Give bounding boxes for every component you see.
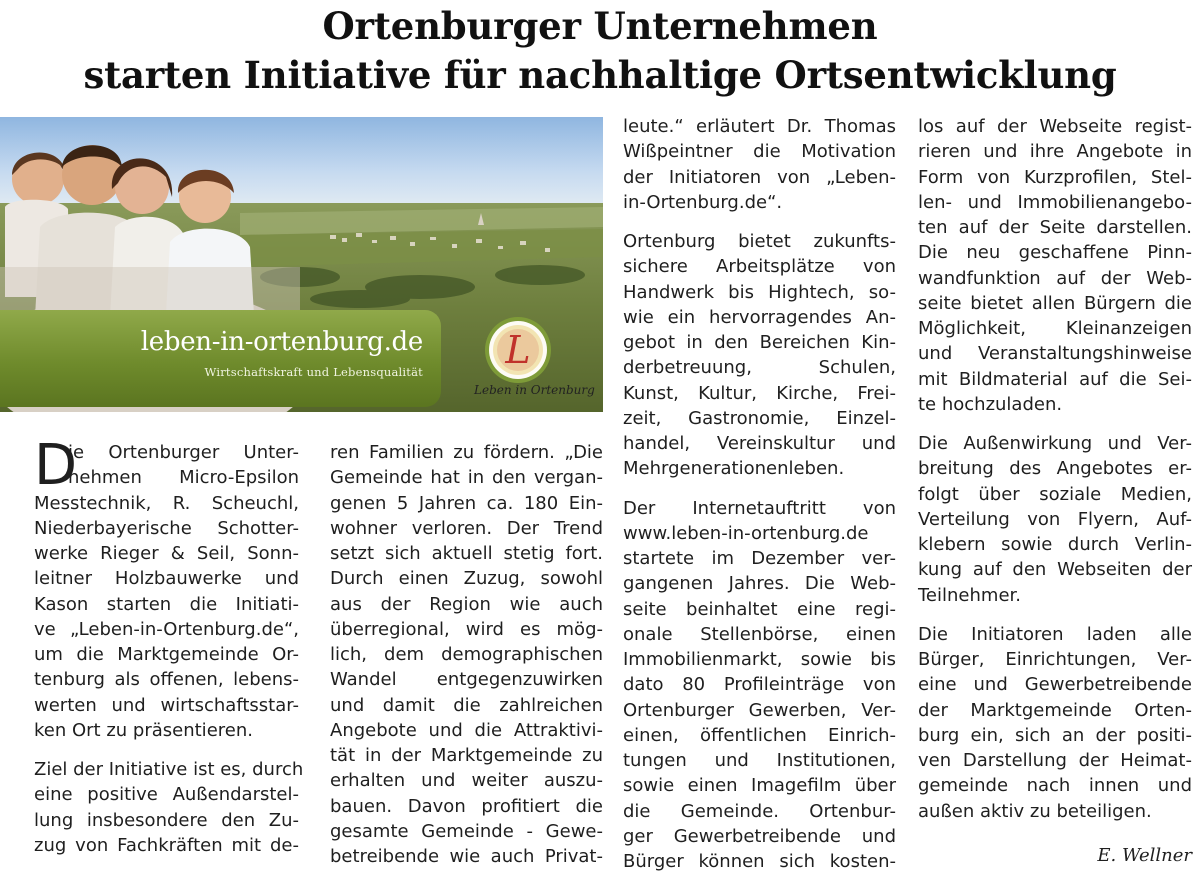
text-line: derbetreuung, Schulen, <box>623 357 896 379</box>
text-line: Bürger, Einrichtungen, Ver- <box>918 649 1192 670</box>
text-line: Messtechnik, R. Scheuchl, <box>34 492 299 514</box>
text-line: nehmen Micro-Epsilon <box>68 467 299 489</box>
text-line: folgt über soziale Medien, <box>918 483 1192 505</box>
text-line: ve „Leben-in-Ortenburg.de“, <box>34 618 299 640</box>
text-line: gebot in den Bereichen Kin- <box>623 332 896 353</box>
text-line: gemeinde nach innen und <box>918 775 1192 797</box>
website-url-label: leben-in-ortenburg.de <box>140 327 423 357</box>
text-line: www.leben-in-ortenburg.de <box>623 522 869 544</box>
paragraph-intro <box>34 433 299 743</box>
text-line: rieren und ihre Angebote in <box>918 141 1192 163</box>
text-line: Teilnehmer. <box>918 584 1021 606</box>
text-line: sowie einen Imagefilm über <box>623 775 896 797</box>
text-line: genen 5 Jahren ca. 180 Ein- <box>330 492 603 514</box>
article-headline <box>0 2 1200 100</box>
text-line: Die Außenwirkung und Ver- <box>918 433 1192 454</box>
text-line: burg ein, sich an der positi- <box>918 724 1192 746</box>
text-line: seite bietet allen Bürgern die <box>918 292 1192 314</box>
text-line: lich, dem demographischen <box>330 644 603 665</box>
article-column-3 <box>623 114 896 874</box>
drop-cap: D <box>34 433 78 498</box>
text-line: die Gemeinde. Ortenbur- <box>623 800 896 822</box>
text-line: zeit, Gastronomie, Einzel- <box>623 407 896 429</box>
text-line: wohner verloren. Der Trend <box>330 517 603 539</box>
text-line: Niederbayerische Schotter- <box>34 517 299 539</box>
text-line: Handwerk bis Hightech, so- <box>623 281 896 303</box>
paragraph-outreach <box>918 431 1192 608</box>
text-line: Ziel der Initiative ist es, durch <box>34 759 304 780</box>
text-line: dato 80 Profileinträge von <box>623 674 896 696</box>
text-line: len- und Immobilienangebo- <box>918 191 1192 213</box>
text-line: überregional, wird es mög- <box>330 618 603 640</box>
text-line: Ortenburger Gewerben, Ver- <box>623 699 896 721</box>
text-line: Die Initiatoren laden alle <box>918 623 1192 645</box>
paragraph-website <box>623 496 896 875</box>
text-line: eine positive Außendarstel- <box>34 784 299 806</box>
text-line: ren Familien zu fördern. „Die <box>330 442 603 463</box>
text-line: los auf der Webseite regist- <box>918 116 1192 137</box>
text-line: Angebote und die Attraktivi- <box>330 719 603 741</box>
text-line: Immobilienmarkt, sowie bis <box>623 649 896 670</box>
text-line: Wißpeintner die Motivation <box>623 141 896 163</box>
text-line: werten und wirtschaftsstar- <box>34 694 299 716</box>
text-line: zug von Fachkräften mit de- <box>34 834 299 856</box>
text-line: ie Ortenburger Unter- <box>68 442 299 463</box>
text-line: bauen. Davon profitiert die <box>330 795 603 817</box>
promo-tagline: Wirtschaftskraft und Lebensqualität <box>204 365 423 379</box>
text-line: der Marktgemeinde Orten- <box>918 699 1192 721</box>
text-line: um die Marktgemeinde Or- <box>34 644 299 665</box>
text-line: erhalten und weiter auszu- <box>330 770 603 792</box>
text-line: aus der Region wie auch <box>330 593 603 615</box>
article-column-4 <box>918 114 1192 824</box>
author-byline: E. Wellner <box>1097 845 1192 866</box>
text-line: Verteilung von Flyern, Auf- <box>918 508 1192 530</box>
text-line: breitung des Angebotes er- <box>918 458 1192 480</box>
text-line: Form von Kurzprofilen, Stel- <box>918 166 1192 188</box>
text-line: Kunst, Kultur, Kirche, Frei- <box>623 382 896 404</box>
text-line: Wandel entgegenzuwirken <box>330 669 603 691</box>
text-line: leute.“ erläutert Dr. Thomas <box>623 116 896 137</box>
text-line: Möglichkeit, Kleinanzeigen <box>918 318 1192 339</box>
text-line: startete im Dezember ver- <box>623 548 896 569</box>
text-line: und damit die zahlreichen <box>330 694 603 716</box>
text-line: einen, öffentlichen Einrich- <box>623 724 896 746</box>
text-line: eine und Gewerbetreibende <box>918 674 1192 696</box>
paragraph-quote <box>330 440 603 869</box>
paragraph-goal <box>34 757 304 858</box>
headline-line-2: starten Initiative für nachhaltige Ortsentwicklung <box>83 53 1117 97</box>
advertisement-banner <box>0 117 603 412</box>
text-line: wandfunktion auf der Web- <box>918 267 1192 289</box>
text-line: setzt sich aktuell stetig fort. <box>330 543 603 564</box>
article-column-1 <box>34 433 304 858</box>
text-line: außen aktiv zu beteiligen. <box>918 800 1152 822</box>
text-line: mit Bildmaterial auf die Sei- <box>918 368 1192 390</box>
article-column-2 <box>330 440 603 869</box>
text-line: wie ein hervorragendes An- <box>623 306 896 328</box>
headline-line-1: Ortenburger Unternehmen <box>322 4 878 48</box>
text-line: gesamte Gemeinde - Gewe- <box>330 820 603 842</box>
text-line: ven Darstellung der Heimat- <box>918 750 1192 771</box>
text-line: Kason starten die Initiati- <box>34 593 299 615</box>
text-line: te hochzuladen. <box>918 393 1063 415</box>
text-line: handel, Vereinskultur und <box>623 433 896 454</box>
text-line: tenburg als offenen, lebens- <box>34 669 299 691</box>
text-line: ger Gewerbetreibende und <box>623 825 896 847</box>
text-line: lung insbesondere den Zu- <box>34 809 299 831</box>
text-line: der Initiatoren von „Leben- <box>623 166 896 188</box>
text-line: betreibende wie auch Privat- <box>330 846 603 867</box>
text-line: und Veranstaltungshinweise <box>918 343 1192 365</box>
text-line: gangenen Jahres. Die Web- <box>623 573 896 595</box>
paragraph-registration <box>918 114 1192 417</box>
paragraph-motivation <box>623 114 896 215</box>
logo-letter: L <box>505 328 531 372</box>
text-line: Der Internetauftritt von <box>623 497 896 519</box>
text-line: ken Ort zu präsentieren. <box>34 719 253 741</box>
text-line: leitner Holzbauwerke und <box>34 568 299 590</box>
text-line: tungen und Institutionen, <box>623 750 896 771</box>
text-line: Die neu geschaffene Pinn- <box>918 242 1192 264</box>
text-line: kung auf den Webseiten der <box>918 559 1192 581</box>
text-line: ten auf der Seite darstellen. <box>918 217 1192 238</box>
text-line: in-Ortenburg.de“. <box>623 191 783 213</box>
website-promo-box <box>0 310 441 407</box>
text-line: seite beinhaltet eine regi- <box>623 598 896 620</box>
paragraph-invitation <box>918 622 1192 824</box>
text-line: klebern sowie durch Verlin- <box>918 534 1192 555</box>
text-line: Mehrgenerationenleben. <box>623 458 845 480</box>
text-line: Ortenburg bietet zukunfts- <box>623 231 896 252</box>
text-line: Gemeinde hat in den vergan- <box>330 467 603 489</box>
logo-caption: Leben in Ortenburg <box>474 383 595 397</box>
text-line: tät in der Marktgemeinde zu <box>330 745 603 766</box>
paragraph-offerings <box>623 229 896 482</box>
text-line: onale Stellenbörse, einen <box>623 623 896 645</box>
text-line: sichere Arbeitsplätze von <box>623 256 896 278</box>
text-line: Bürger können sich kosten- <box>623 851 896 872</box>
text-line: werke Rieger & Seil, Sonn- <box>34 543 299 564</box>
text-line: Durch einen Zuzug, sowohl <box>330 568 603 590</box>
